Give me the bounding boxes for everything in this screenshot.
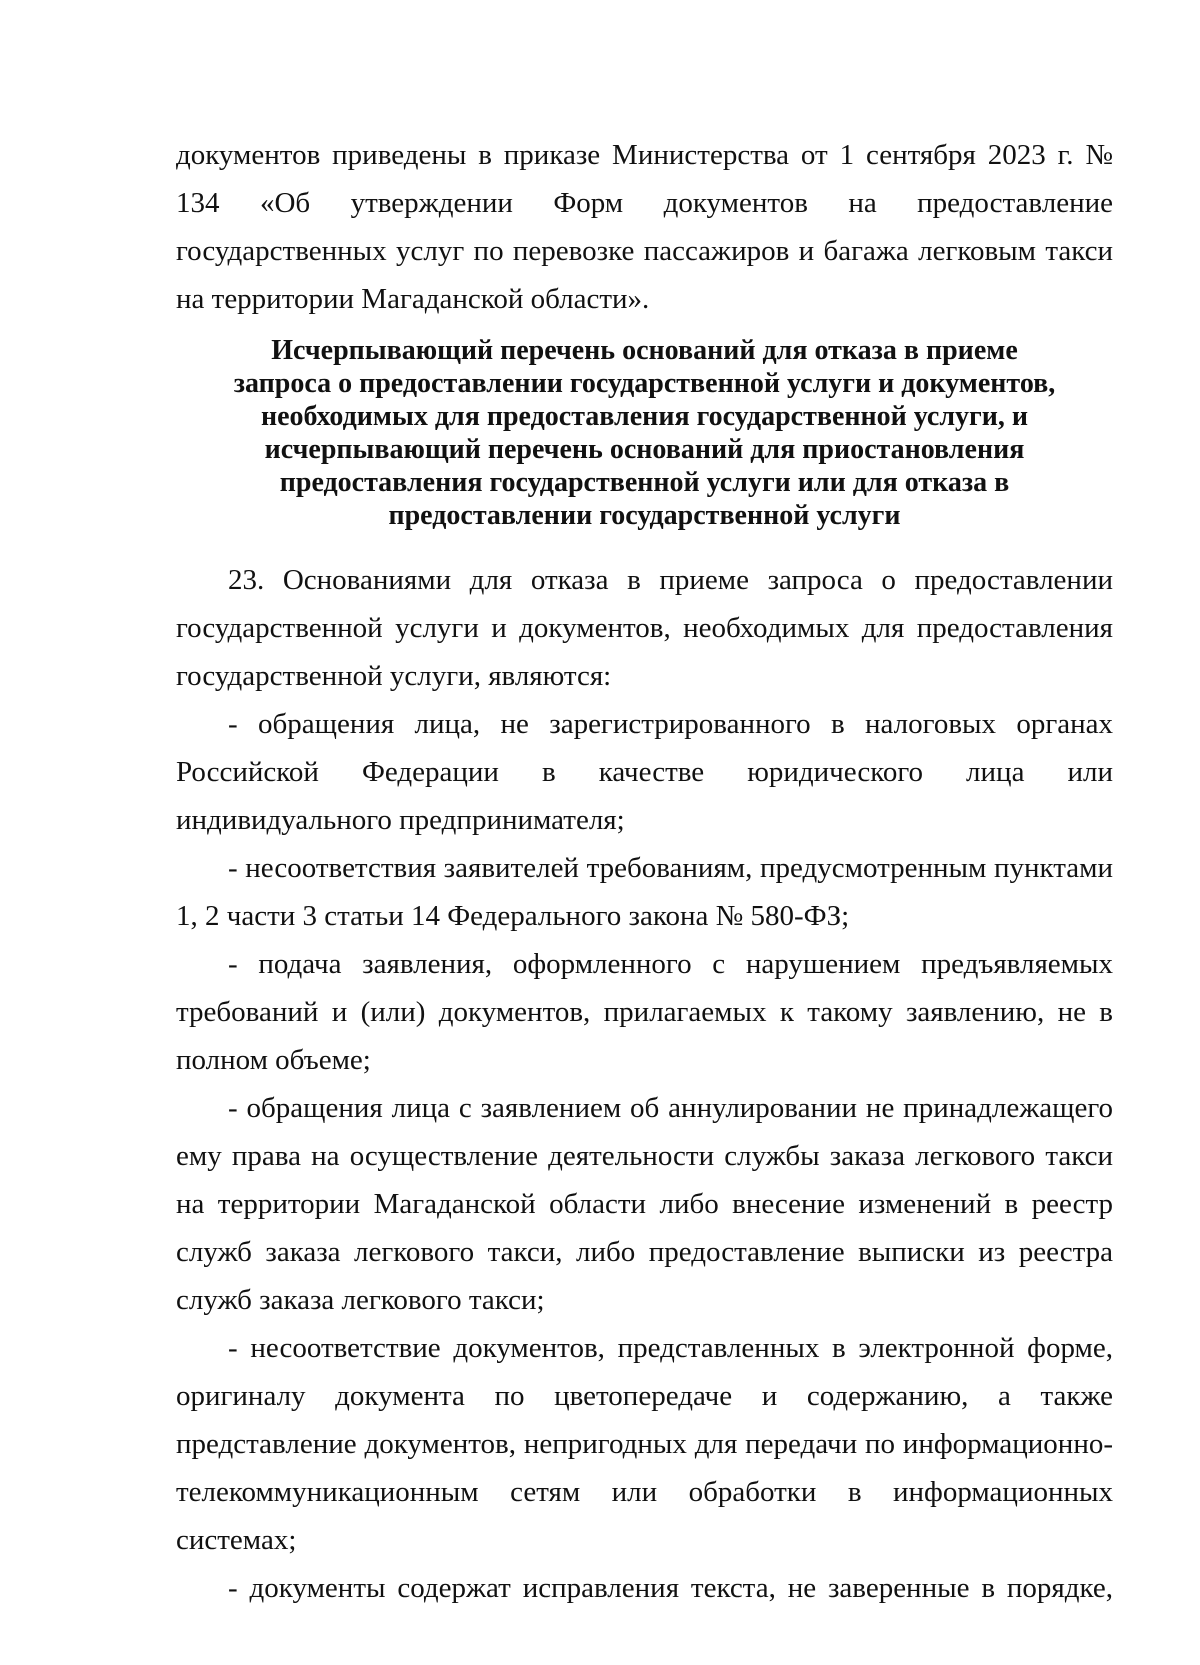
- heading-line: запроса о предоставлении государственной услуги и документов,: [233, 368, 1056, 399]
- paragraph-23: 23. Основаниями для отказа в приеме запроса о предоставлении государственной услуги и документов, необходимых для предоставления государственной услуги, являются:: [176, 564, 1113, 692]
- heading-line: исчерпывающий перечень оснований для приостановления: [264, 434, 1025, 465]
- list-item: - несоответствия заявителей требованиям, предусмотренным пунктами 1, 2 части 3 статьи 14 Федерального закона № 580-ФЗ;: [176, 852, 1113, 932]
- list-item: - обращения лица с заявлением об аннулировании не принадлежащего ему права на осуществление деятельности службы заказа легкового такси на территории Магаданской области либо внесение изменений в реестр служб заказа легкового такси, либо предоставление выписки из реестра служб заказа легкового такси;: [176, 1092, 1113, 1316]
- continuation-paragraph: документов приведены в приказе Министерства от 1 сентября 2023 г. № 134 «Об утверждении Форм документов на предоставление государственных услуг по перевозке пассажиров и багажа легковым такси на территории Магаданской области».: [176, 139, 1113, 315]
- heading-line: предоставления государственной услуги или для отказа в: [279, 467, 1010, 498]
- list-item: - подача заявления, оформленного с нарушением предъявляемых требований и (или) документов, прилагаемых к такому заявлению, не в полном объеме;: [176, 948, 1113, 1076]
- heading-line: необходимых для предоставления государственной услуги, и: [260, 401, 1029, 432]
- list-item: - документы содержат исправления текста, не заверенные в порядке,: [228, 1572, 1113, 1604]
- heading-line: Исчерпывающий перечень оснований для отказа в приеме: [271, 335, 1018, 366]
- section-heading: [176, 334, 1113, 532]
- list-item: - несоответствие документов, представленных в электронной форме, оригиналу документа по цветопередаче и содержанию, а также представление документов, непригодных для передачи по информационно-телекоммуникационным сетям или обработки в информационных системах;: [176, 1332, 1113, 1556]
- list-item: - обращения лица, не зарегистрированного в налоговых органах Российской Федерации в качестве юридического лица или индивидуального предпринимателя;: [176, 708, 1113, 836]
- heading-line: предоставлении государственной услуги: [388, 500, 901, 531]
- body-text: [176, 556, 1113, 1612]
